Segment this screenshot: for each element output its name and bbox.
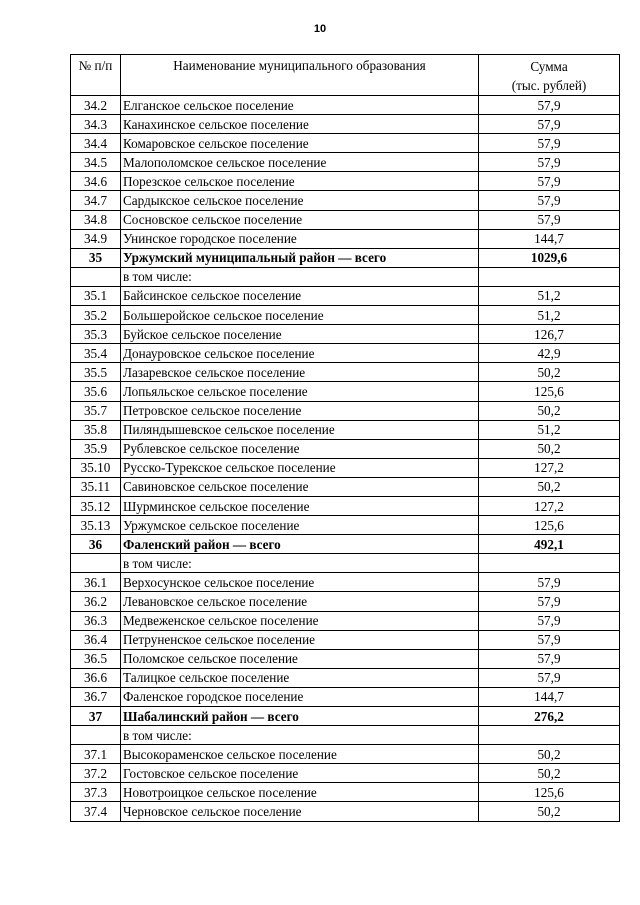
allocation-table: [70, 54, 620, 822]
row-number: 34.9: [71, 229, 121, 248]
row-sum: 57,9: [479, 153, 620, 172]
header-sum-title: Сумма: [530, 59, 568, 74]
table-row: [71, 172, 620, 191]
table-row: [71, 687, 620, 706]
table-body: [71, 96, 620, 822]
table-row: [71, 286, 620, 305]
row-sum: 125,6: [479, 382, 620, 401]
table-row: [71, 210, 620, 229]
table-row-total: [71, 707, 620, 726]
row-number: 36.6: [71, 668, 121, 687]
row-sum: 42,9: [479, 344, 620, 363]
row-name: Комаровское сельское поселение: [121, 134, 479, 153]
row-name: Пиляндышевское сельское поселение: [121, 420, 479, 439]
row-number: 35.6: [71, 382, 121, 401]
table-row: [71, 477, 620, 496]
row-name: Малополомское сельское поселение: [121, 153, 479, 172]
row-number: 34.8: [71, 210, 121, 229]
table-row: [71, 382, 620, 401]
table-row: [71, 191, 620, 210]
row-name: Шабалинский район — всего: [121, 707, 479, 726]
header-sum: [479, 55, 620, 96]
table-row: [71, 134, 620, 153]
row-number: 34.4: [71, 134, 121, 153]
row-number: 36.1: [71, 573, 121, 592]
row-name: Донауровское сельское поселение: [121, 344, 479, 363]
row-name: Байсинское сельское поселение: [121, 286, 479, 305]
row-sum: 50,2: [479, 764, 620, 783]
row-name: Большеройское сельское поселение: [121, 306, 479, 325]
row-name: Поломское сельское поселение: [121, 649, 479, 668]
row-sum: 57,9: [479, 134, 620, 153]
row-number: 36: [71, 535, 121, 554]
row-number: 34.3: [71, 115, 121, 134]
row-name: Порезское сельское поселение: [121, 172, 479, 191]
table-row: [71, 802, 620, 821]
row-sum: 57,9: [479, 611, 620, 630]
row-sum: 1029,6: [479, 248, 620, 267]
row-sum: 57,9: [479, 592, 620, 611]
row-name: Канахинское сельское поселение: [121, 115, 479, 134]
row-name: Унинское городское поселение: [121, 229, 479, 248]
row-name: Шурминское сельское поселение: [121, 496, 479, 515]
row-sum: 276,2: [479, 707, 620, 726]
row-sum: 57,9: [479, 191, 620, 210]
row-sum: 50,2: [479, 802, 620, 821]
table-row: [71, 611, 620, 630]
row-number: 36.4: [71, 630, 121, 649]
row-number: 37.2: [71, 764, 121, 783]
row-number: 35.4: [71, 344, 121, 363]
row-sum: 57,9: [479, 630, 620, 649]
row-name: Фаленский район — всего: [121, 535, 479, 554]
row-sum: 126,7: [479, 325, 620, 344]
row-number: 35.8: [71, 420, 121, 439]
row-number: 35.10: [71, 458, 121, 477]
row-number: 35: [71, 248, 121, 267]
row-number: 37: [71, 707, 121, 726]
table-row: [71, 668, 620, 687]
table-row: [71, 344, 620, 363]
table-row: [71, 96, 620, 115]
row-sum: 127,2: [479, 496, 620, 515]
table-row: [71, 726, 620, 745]
row-sum: 125,6: [479, 516, 620, 535]
row-name: Петруненское сельское поселение: [121, 630, 479, 649]
row-sum: 57,9: [479, 172, 620, 191]
row-number: [71, 554, 121, 573]
table-row: [71, 745, 620, 764]
table-row: [71, 573, 620, 592]
row-sum: 50,2: [479, 363, 620, 382]
table-row: [71, 325, 620, 344]
page-number: 10: [313, 23, 327, 35]
row-name: Гостовское сельское поселение: [121, 764, 479, 783]
row-name: в том числе:: [121, 554, 479, 573]
header-name: Наименование муниципального образования: [121, 55, 479, 96]
table-row: [71, 229, 620, 248]
row-number: 35.5: [71, 363, 121, 382]
table-row: [71, 783, 620, 802]
row-number: 37.4: [71, 802, 121, 821]
row-number: 36.3: [71, 611, 121, 630]
row-name: в том числе:: [121, 726, 479, 745]
row-name: Буйское сельское поселение: [121, 325, 479, 344]
table-row: [71, 764, 620, 783]
row-name: Фаленское городское поселение: [121, 687, 479, 706]
row-sum: [479, 267, 620, 286]
row-number: 34.7: [71, 191, 121, 210]
row-sum: 57,9: [479, 649, 620, 668]
table-row: [71, 363, 620, 382]
header-sum-unit: (тыс. рублей): [511, 78, 587, 93]
row-name: Левановское сельское поселение: [121, 592, 479, 611]
row-sum: 57,9: [479, 668, 620, 687]
row-name: Русско-Турекское сельское поселение: [121, 458, 479, 477]
row-number: 35.7: [71, 401, 121, 420]
row-sum: 51,2: [479, 420, 620, 439]
row-sum: 57,9: [479, 573, 620, 592]
row-sum: [479, 554, 620, 573]
row-sum: 57,9: [479, 96, 620, 115]
row-number: 36.7: [71, 687, 121, 706]
row-name: Уржумский муниципальный район — всего: [121, 248, 479, 267]
row-sum: 50,2: [479, 439, 620, 458]
row-name: Талицкое сельское поселение: [121, 668, 479, 687]
row-number: 36.2: [71, 592, 121, 611]
row-number: 35.11: [71, 477, 121, 496]
table-row: [71, 630, 620, 649]
row-sum: 50,2: [479, 477, 620, 496]
table-row-total: [71, 248, 620, 267]
table-row: [71, 115, 620, 134]
row-number: 35.1: [71, 286, 121, 305]
row-name: Елганское сельское поселение: [121, 96, 479, 115]
row-name: Лазаревское сельское поселение: [121, 363, 479, 382]
row-name: в том числе:: [121, 267, 479, 286]
row-name: Высокораменское сельское поселение: [121, 745, 479, 764]
row-sum: 50,2: [479, 745, 620, 764]
row-number: 35.2: [71, 306, 121, 325]
row-sum: 144,7: [479, 687, 620, 706]
row-number: 35.12: [71, 496, 121, 515]
row-name: Петровское сельское поселение: [121, 401, 479, 420]
row-sum: 50,2: [479, 401, 620, 420]
table-row: [71, 554, 620, 573]
row-sum: 127,2: [479, 458, 620, 477]
row-number: 34.6: [71, 172, 121, 191]
table-row: [71, 649, 620, 668]
table-row: [71, 401, 620, 420]
row-name: Уржумское сельское поселение: [121, 516, 479, 535]
row-number: 34.2: [71, 96, 121, 115]
table-row: [71, 496, 620, 515]
row-number: 37.3: [71, 783, 121, 802]
row-name: Верхосунское сельское поселение: [121, 573, 479, 592]
row-number: 37.1: [71, 745, 121, 764]
row-number: 36.5: [71, 649, 121, 668]
row-sum: 57,9: [479, 115, 620, 134]
row-sum: 57,9: [479, 210, 620, 229]
row-name: Сосновское сельское поселение: [121, 210, 479, 229]
table-row: [71, 439, 620, 458]
table-row: [71, 458, 620, 477]
row-name: Сардыкское сельское поселение: [121, 191, 479, 210]
table-row: [71, 267, 620, 286]
row-sum: 144,7: [479, 229, 620, 248]
row-number: 35.13: [71, 516, 121, 535]
row-name: Рублевское сельское поселение: [121, 439, 479, 458]
row-number: 35.9: [71, 439, 121, 458]
table-row: [71, 420, 620, 439]
row-name: Медвеженское сельское поселение: [121, 611, 479, 630]
row-sum: 51,2: [479, 306, 620, 325]
row-sum: 125,6: [479, 783, 620, 802]
table-row-total: [71, 535, 620, 554]
row-number: [71, 267, 121, 286]
table-header-row: [71, 55, 620, 96]
row-name: Черновское сельское поселение: [121, 802, 479, 821]
row-number: 35.3: [71, 325, 121, 344]
row-name: Савиновское сельское поселение: [121, 477, 479, 496]
row-number: 34.5: [71, 153, 121, 172]
table-row: [71, 592, 620, 611]
row-sum: 492,1: [479, 535, 620, 554]
table-row: [71, 306, 620, 325]
row-sum: 51,2: [479, 286, 620, 305]
row-number: [71, 726, 121, 745]
row-name: Лопьяльское сельское поселение: [121, 382, 479, 401]
table-row: [71, 516, 620, 535]
header-number: № п/п: [71, 55, 121, 96]
row-name: Новотроицкое сельское поселение: [121, 783, 479, 802]
table-row: [71, 153, 620, 172]
row-sum: [479, 726, 620, 745]
